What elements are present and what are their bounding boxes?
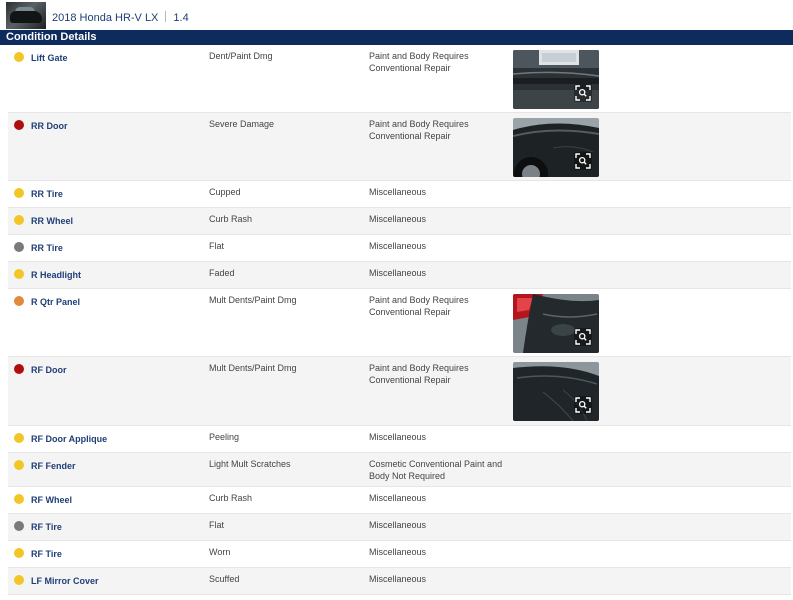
damage-type: Curb Rash [209,493,253,503]
condition-row [8,568,791,595]
expand-zoom-icon[interactable] [574,396,592,414]
repair-action: Miscellaneous [369,493,427,503]
damage-type: Mult Dents/Paint Dmg [209,295,297,305]
severity-indicator [14,548,24,558]
damage-type: Curb Rash [209,214,253,224]
severity-indicator [14,120,24,130]
condition-row [8,514,791,541]
repair-action: Miscellaneous [369,187,427,197]
damage-type: Light Mult Scratches [209,459,291,469]
damage-location: RF Door Applique [31,434,108,444]
damage-location: Lift Gate [31,53,68,63]
damage-location: LF Mirror Cover [31,576,99,586]
damage-location: RF Fender [31,461,76,471]
damage-location: RR Tire [31,189,63,199]
condition-row [8,357,791,426]
severity-indicator [14,494,24,504]
vehicle-header [0,0,793,31]
condition-row [8,426,791,453]
severity-indicator [14,296,24,306]
repair-action: Miscellaneous [369,547,427,557]
damage-type: Dent/Paint Dmg [209,51,273,61]
damage-location: RF Wheel [31,495,73,505]
damage-photo[interactable] [513,294,599,353]
repair-action: Paint and Body Requires Conventional Repair [369,119,469,141]
severity-indicator [14,269,24,279]
severity-indicator [14,433,24,443]
repair-action: Miscellaneous [369,268,427,278]
damage-location: RR Tire [31,243,63,253]
damage-location: R Headlight [31,270,82,280]
condition-row [8,235,791,262]
title-separator [165,11,166,22]
repair-action: Cosmetic Conventional Paint and Body Not Required [369,459,503,481]
damage-location: RF Tire [31,549,62,559]
condition-row [8,45,791,113]
damage-type: Mult Dents/Paint Dmg [209,363,297,373]
damage-location: R Qtr Panel [31,297,81,307]
section-title: Condition Details [0,30,793,45]
severity-indicator [14,188,24,198]
repair-action: Miscellaneous [369,520,427,530]
vehicle-title[interactable]: 2018 Honda HR-V LX [52,12,159,24]
damage-type: Scuffed [209,574,240,584]
vehicle-thumbnail[interactable] [6,2,46,29]
condition-row [8,208,791,235]
repair-action: Paint and Body Requires Conventional Repair [369,51,469,73]
repair-action: Miscellaneous [369,241,427,251]
repair-action: Paint and Body Requires Conventional Repair [369,295,469,317]
damage-photo[interactable] [513,118,599,177]
damage-location: RF Door [31,365,67,375]
damage-type: Faded [209,268,235,278]
damage-location: RF Tire [31,522,62,532]
severity-indicator [14,460,24,470]
repair-action: Miscellaneous [369,574,427,584]
damage-type: Cupped [209,187,241,197]
expand-zoom-icon[interactable] [574,328,592,346]
condition-row [8,541,791,568]
damage-location: RR Wheel [31,216,74,226]
repair-action: Miscellaneous [369,214,427,224]
vehicle-title-bar [52,11,189,24]
repair-action: Paint and Body Requires Conventional Repair [369,363,469,385]
condition-row [8,453,791,487]
severity-indicator [14,364,24,374]
expand-zoom-icon[interactable] [574,84,592,102]
repair-action: Miscellaneous [369,432,427,442]
severity-indicator [14,575,24,585]
expand-zoom-icon[interactable] [574,152,592,170]
damage-location: RR Door [31,121,68,131]
condition-row [8,262,791,289]
condition-grade: 1.4 [173,12,189,24]
damage-photo[interactable] [513,362,599,421]
thumbnail-car-body [10,11,42,23]
severity-indicator [14,242,24,252]
condition-row [8,487,791,514]
condition-row [8,113,791,181]
severity-indicator [14,52,24,62]
damage-type: Worn [209,547,231,557]
damage-type: Flat [209,241,225,251]
condition-row [8,181,791,208]
damage-type: Peeling [209,432,240,442]
damage-type: Flat [209,520,225,530]
damage-type: Severe Damage [209,119,275,129]
condition-row [8,289,791,357]
severity-indicator [14,215,24,225]
severity-indicator [14,521,24,531]
damage-photo[interactable] [513,50,599,109]
